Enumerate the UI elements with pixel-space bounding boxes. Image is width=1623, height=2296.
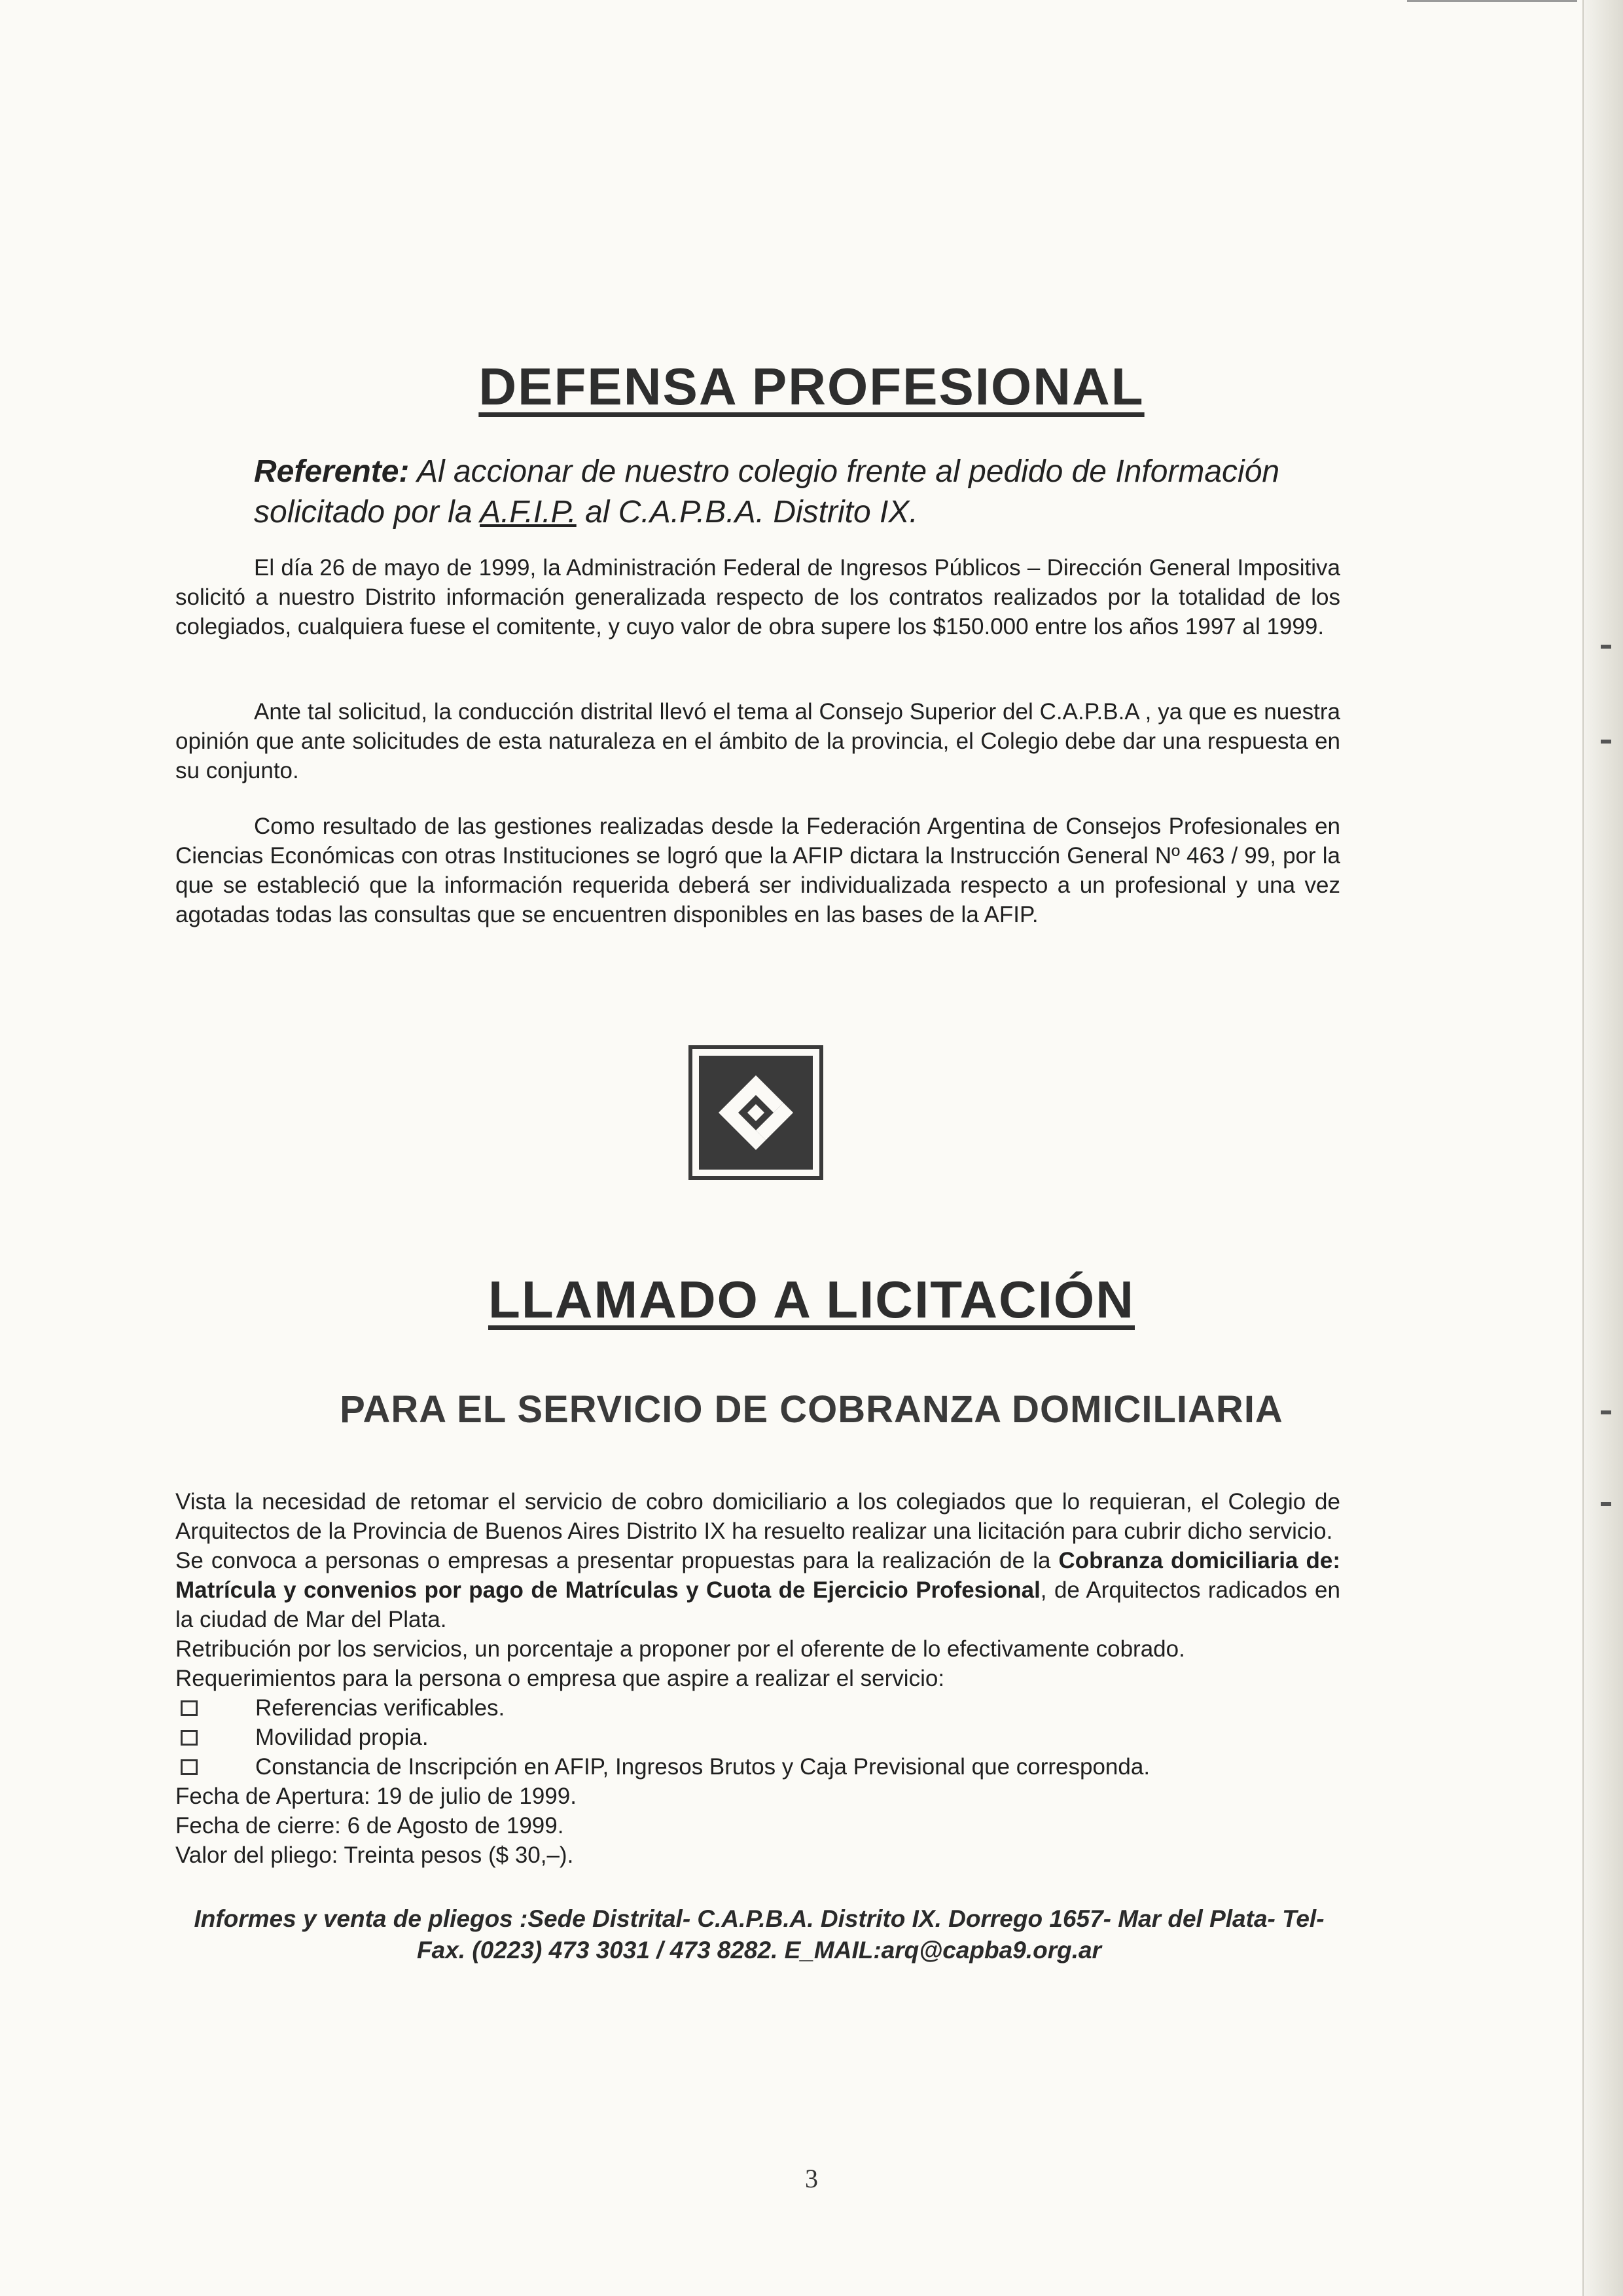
requerimientos-text: Requerimientos para la persona o empresa que aspire a realizar el servicio:	[175, 1666, 945, 1691]
intro-text: Vista la necesidad de retomar el servicio de cobro domiciliario a los colegiados que lo requieran, el Colegio de Arquitectos de la Provincia de Buenos Aires Distrito IX ha resuelto realizar una licitación para cubrir dicho servicio.	[175, 1489, 1340, 1544]
retribucion-text: Retribución por los servicios, un porcentaje a proponer por el oferente de lo efectivamente cobrado.	[175, 1636, 1185, 1662]
referente-line	[254, 452, 1380, 533]
paragraph-1: El día 26 de mayo de 1999, la Administración Federal de Ingresos Públicos – Dirección General Impositiva solicitó a nuestro Distrito información generalizada respecto de los contratos realizados por la totalidad de los colegiados, cualquiera fuese el comitente, y cuyo valor de obra supere los $150.000 entre los años 1997 al 1999.	[175, 555, 1340, 639]
capba-logo-icon	[688, 1045, 823, 1180]
fecha-cierre: Fecha de cierre: 6 de Agosto de 1999.	[175, 1813, 564, 1839]
convoca-bold: Cobranza domiciliaria de: Matrícula y convenios por pago de Matrículas y Cuota de Ejercicio Profesional	[175, 1548, 1340, 1603]
capba-logo-graphic	[692, 1049, 819, 1176]
page-edge	[1582, 0, 1623, 2296]
paragraph-3: Como resultado de las gestiones realizadas desde la Federación Argentina de Consejos Profesionales en Ciencias Económicas con otras Instituciones se logró que la AFIP dictara la Instrucción General Nº 463 / 99, por la que se estableció que la información requerida deberá ser individualizada respecto a un profesional y una vez agotadas todas las consultas que se encuentren disponibles en las bases de la AFIP.	[175, 814, 1340, 927]
bullet-item: Constancia de Inscripción en AFIP, Ingresos Brutos y Caja Previsional que corresponda.	[175, 1752, 1340, 1782]
referente-text: Al accionar de nuestro colegio frente al pedido de Información solicitado por la	[254, 454, 1280, 529]
checkbox-icon	[181, 1730, 198, 1746]
convoca-text: Se convoca a personas o empresas a presentar propuestas para la realización de la	[175, 1548, 1059, 1573]
checkbox-icon	[181, 1700, 198, 1716]
referente-afip: A.F.I.P.	[480, 495, 577, 529]
convoca-text-end: , de Arquitectos radicados en la ciudad de Mar del Plata.	[175, 1577, 1340, 1632]
referente-text-end: al C.A.P.B.A. Distrito IX.	[576, 495, 918, 529]
checkbox-icon	[181, 1759, 198, 1775]
section1-title: DEFENSA PROFESIONAL	[478, 357, 1145, 416]
section2-title: LLAMADO A LICITACIÓN	[488, 1270, 1135, 1329]
valor-pliego: Valor del pliego: Treinta pesos ($ 30,–).	[175, 1842, 574, 1868]
referente-label: Referente:	[254, 454, 410, 489]
page-number: 3	[805, 2164, 818, 2193]
section2-subtitle: PARA EL SERVICIO DE COBRANZA DOMICILIARIA	[340, 1388, 1283, 1431]
bullet-item: Movilidad propia.	[175, 1723, 1340, 1752]
top-rule	[1407, 0, 1577, 2]
fecha-apertura: Fecha de Apertura: 19 de julio de 1999.	[175, 1784, 577, 1809]
bullet-item: Referencias verificables.	[175, 1693, 1340, 1723]
edge-mark	[1601, 645, 1611, 649]
informes-text: Informes y venta de pliegos :Sede Distrital- C.A.P.B.A. Distrito IX. Dorrego 1657- Mar del Plata- Tel-Fax. (0223) 473 3031 / 473 8282. E_MAIL:arq@capba9.org.ar	[194, 1905, 1325, 1964]
edge-mark	[1601, 1502, 1611, 1506]
edge-mark	[1601, 740, 1611, 744]
paragraph-2: Ante tal solicitud, la conducción distrital llevó el tema al Consejo Superior del C.A.P.B.A , ya que es nuestra opinión que ante solicitudes de esta naturaleza en el ámbito de la provincia, el Colegio debe dar una respuesta en su conjunto.	[175, 699, 1340, 783]
licitacion-body	[175, 1487, 1340, 1870]
